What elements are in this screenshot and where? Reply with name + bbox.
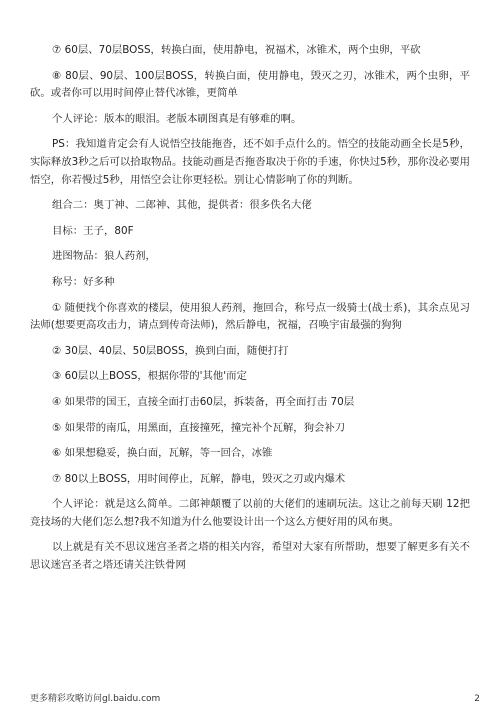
paragraph-target: 目标：王子，80F: [52, 224, 134, 237]
paragraph-step-6: ⑥ 如果想稳妥，换白面，瓦解，等一回合，冰锥: [52, 447, 273, 460]
paragraph-step-8: ⑧ 80层、90层、100层BOSS，转换白面，使用静电，毁灭之刃，冰锥术，两个虫卵，平砍。或者你可以用时间停止替代冰锥，更简单: [30, 69, 470, 100]
paragraph-ps: PS：我知道肯定会有人说悟空技能拖沓，还不如手点什么的。悟空的技能动画全长是5秒，实际释放3秒之后可以拾取物品。技能动画是否拖沓取决于你的手速，你快过5秒，那你没必要用悟空，你若慢过5秒，用悟空会让你更轻松。别让心情影响了你的判断。: [30, 138, 470, 186]
paragraph-title: 称号：好多种: [52, 275, 115, 288]
paragraph-step-7-first: ⑦ 60层、70层BOSS，转换白面，使用静电，祝福术，冰锥术，两个虫卵，平砍: [52, 44, 421, 56]
paragraph-step-7-second: ⑦ 80以上BOSS，用时间停止，瓦解，静电，毁灭之刃或内爆术: [52, 472, 346, 485]
paragraph-step-2: ② 30层、40层、50层BOSS，换到白面，随便打打: [52, 344, 289, 357]
paragraph-step-5: ⑤ 如果带的南瓜，用黑面，直接撞死，撞完补个瓦解，狗会补刀: [52, 421, 346, 434]
paragraph-step-4: ④ 如果带的国王，直接全面打击60层，拆装备，再全面打击 70层: [52, 395, 355, 408]
paragraph-step-3: ③ 60层以上BOSS，根据你带的'其他'而定: [52, 370, 247, 383]
document-body: [30, 42, 470, 583]
paragraph-combo-two: 组合二：奥丁神、二郎神、其他，提供者：很多佚名大佬: [52, 199, 312, 212]
paragraph-comment-1: 个人评论：版本的眼泪。老版本刷图真是有够难的啊。: [52, 112, 302, 125]
paragraph-items: 进图物品：狼人药剂，: [52, 250, 156, 263]
page-number: 2: [474, 694, 480, 704]
paragraph-closing: 以上就是有关不思议迷宫圣者之塔的相关内容，希望对大家有所帮助，想要了解更多有关不思议迷宫圣者之塔还请关注铁骨网: [30, 541, 470, 572]
footer-link[interactable]: 更多精彩攻略访问gl.baidu.com: [30, 694, 161, 704]
paragraph-comment-2: 个人评论：就是这么简单。二郎神颠覆了以前的大佬们的速刷玩法。这让之前每天刷 12把竞技场的大佬们怎么想?我不知道为什么他要设计出一个这么方便好用的风布奥。: [30, 498, 470, 528]
paragraph-step-1: ① 随便找个你喜欢的楼层，使用狼人药剂，拖回合，称号点一级骑士(战士系)，其余点见习法师(想要更高攻击力，请点到传奇法师)，然后静电，祝福，召唤宇宙最强的狗狗: [30, 301, 470, 332]
